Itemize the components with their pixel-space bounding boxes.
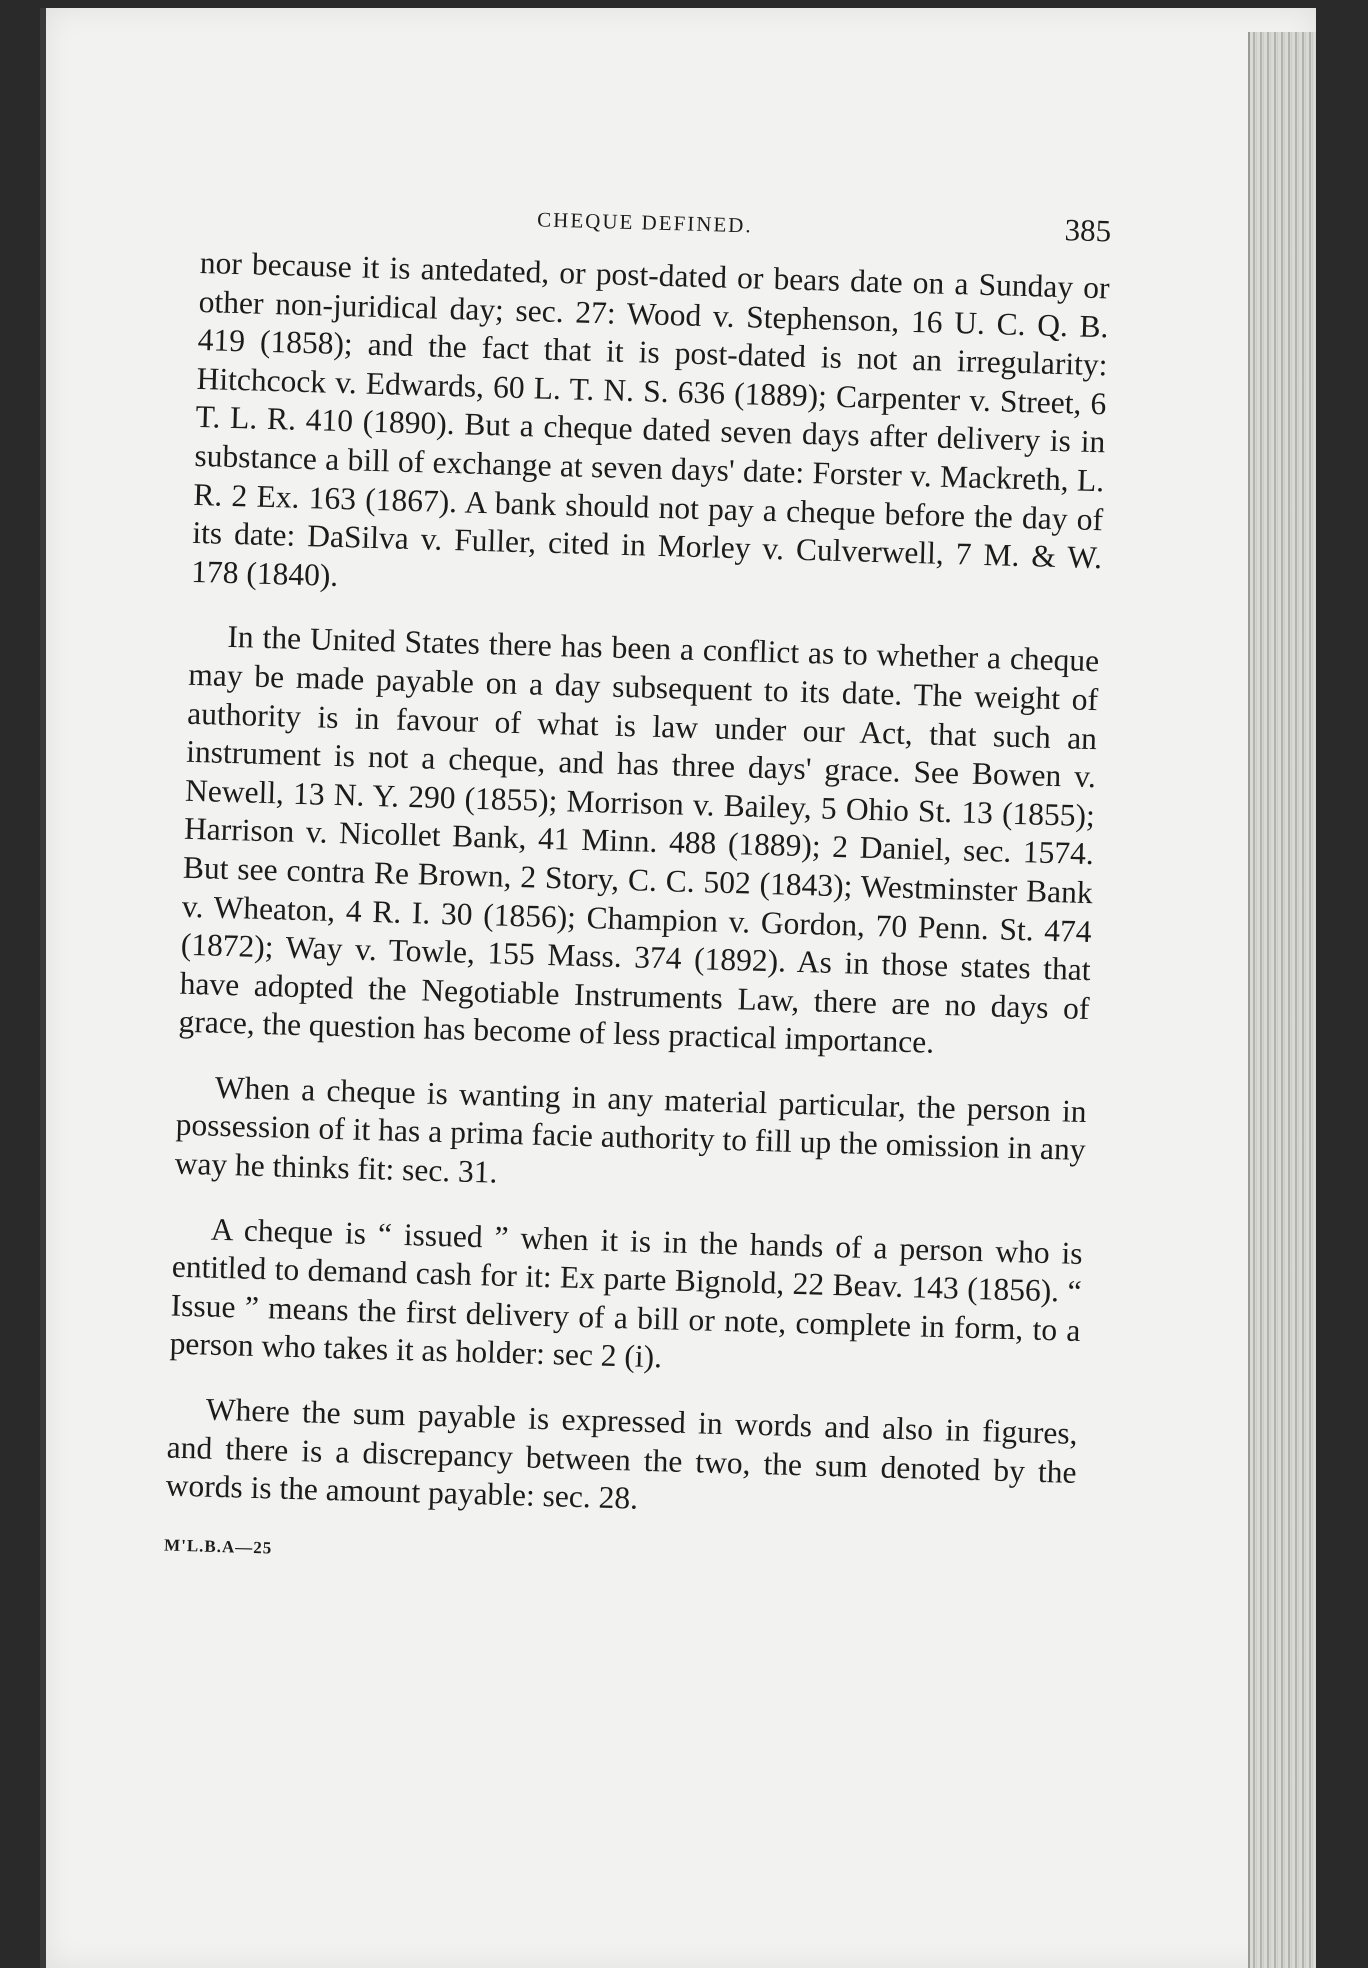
running-head-title: CHEQUE DEFINED. (536, 207, 753, 238)
text-block (164, 188, 1112, 1581)
printer-signature-mark: M'L.B.A—25 (163, 1535, 273, 1558)
paragraph: Where the sum payable is expressed in words and also in figures, and there is a discrepancy between the two, the sum denoted by the words is the amount payable: sec. 28. (165, 1391, 1079, 1516)
paragraph: In the United States there has been a conflict as to whether a cheque may be made payable on a day subsequent to its date. The weight of authority is in favour of what is law under our Act, that such an instrument is not a cheque, and has three days' grace. See Bowen v. Newell, 13 N. Y. 290 (1855); Morrison v. Bailey, 5 Ohio St. 13 (1855); Harrison v. Nicollet Bank, 41 Minn. 488 (1889); 2 Daniel, sec. 1574. But see contra Re Brown, 2 Story, C. C. 502 (1843); Westminster Bank v. Wheaton, 4 R. I. 30 (1856); Champion v. Gordon, 70 Penn. St. 474 (1872); Way v. Towle, 155 Mass. 374 (1892). As in those states that have adopted the Negotiable Instruments Law, there are no days of grace, the question has become of less practical importance. (178, 619, 1100, 1061)
paragraph: A cheque is “ issued ” when it is in the hands of a person who is entitled to demand cash for it: Ex parte Bignold, 22 Beav. 143 (1856). “ Issue ” means the first delivery of a bill or note, complete in form, to a person who takes it as holder: sec 2 (i). (169, 1211, 1084, 1375)
page-number: 385 (1064, 212, 1112, 249)
book-page-edges (1248, 32, 1316, 1968)
paragraph: When a cheque is wanting in any material particular, the person in possession of it has a prima facie authority to fill up the omission in any way he thinks fit: sec. 31. (174, 1069, 1088, 1190)
paragraph: nor because it is antedated, or post-dated or bears date on a Sunday or other non-juridical day; sec. 27: Wood v. Stephenson, 16 U. C. Q. B. 419 (1858); and the fact that it is post-dated is not an irregularity: Hitchcock v. Edwards, 60 L. T. N. S. 636 (1889); Carpenter v. Street, 6 T. L. R. 410 (1890). But a cheque dated seven days after delivery is in substance a bill of exchange at seven days' date: Forster v. Mackreth, L. R. 2 Ex. 163 (1867). A bank should not pay a cheque before the day of its date: DaSilva v. Fuller, cited in Morley v. Culverwell, 7 M. & W. 178 (1840). (190, 244, 1111, 593)
